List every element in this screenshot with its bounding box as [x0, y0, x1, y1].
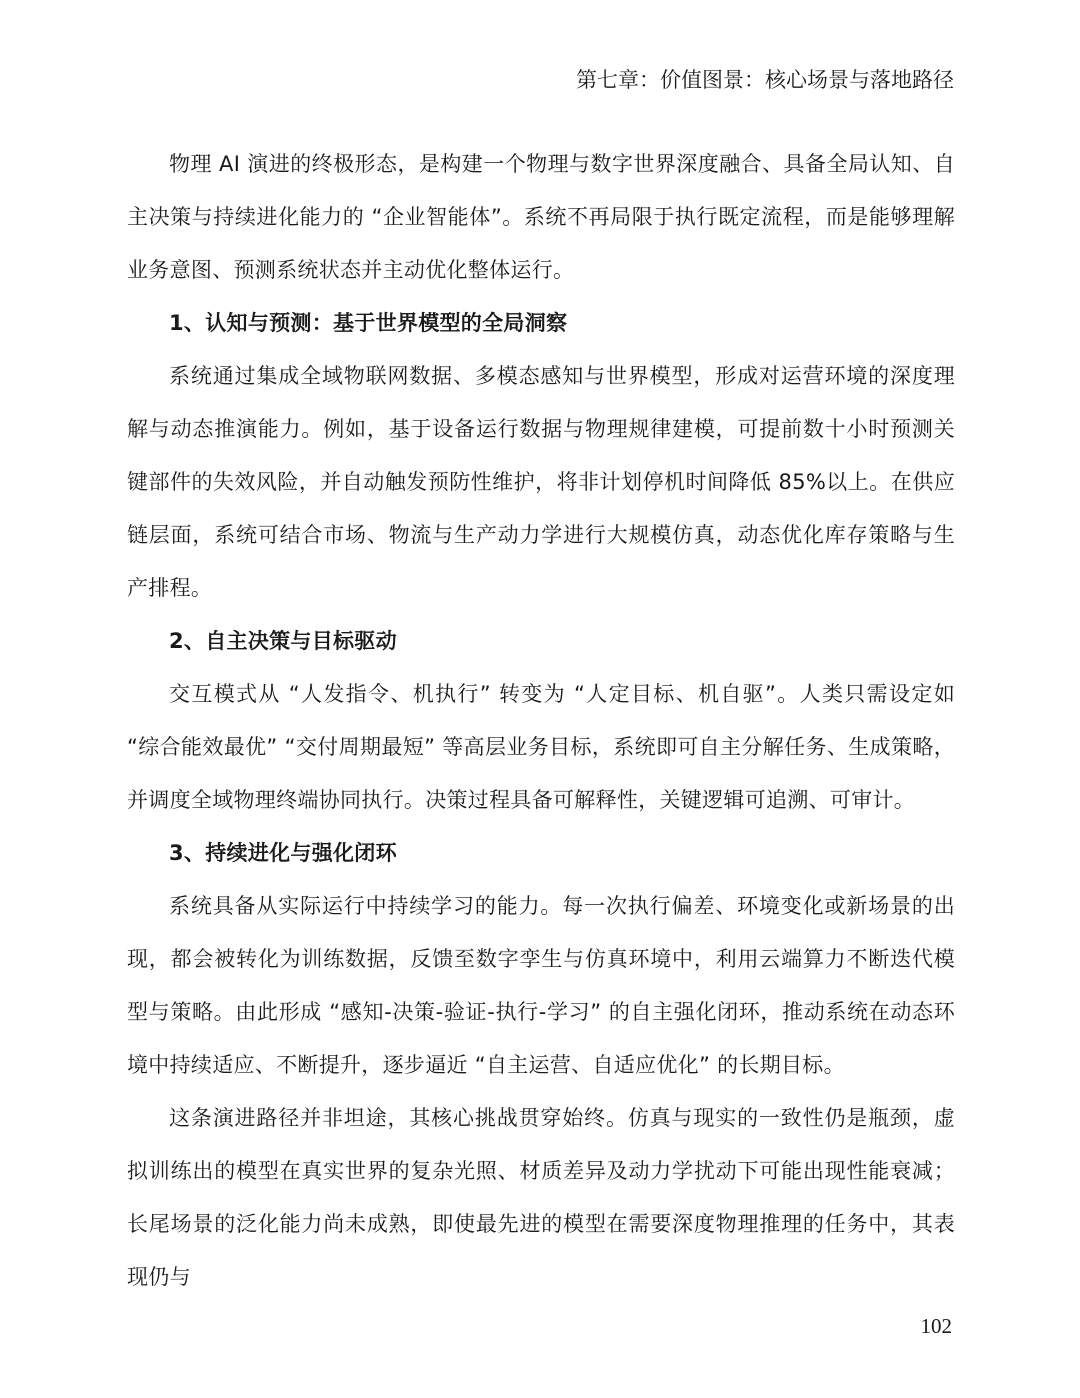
section-paragraph-2: 交互模式从 “人发指令、机执行” 转变为 “人定目标、机自驱”。人类只需设定如 “综合能效最优” “交付周期最短” 等高层业务目标，系统即可自主分解任务、生成策略，并调度全域物理终端协同执行。决策过程具备可解释性，关键逻辑可追溯、可审计。 [127, 682, 955, 812]
chapter-header: 第七章：价值图景：核心场景与落地路径 [576, 68, 954, 92]
section-heading-1: 1、认知与预测：基于世界模型的全局洞察 [169, 311, 568, 335]
section-paragraph-1: 系统通过集成全域物联网数据、多模态感知与世界模型，形成对运营环境的深度理解与动态推演能力。例如，基于设备运行数据与物理规律建模，可提前数十小时预测关键部件的失效风险，并自动触发预防性维护，将非计划停机时间降低 85%以上。在供应链层面，系统可结合市场、物流与生产动力学进行大规模仿真，动态优化库存策略与生产排程。 [127, 364, 955, 600]
page-number: 102 [920, 1314, 952, 1338]
page-body [127, 138, 955, 1304]
section-paragraph-3: 系统具备从实际运行中持续学习的能力。每一次执行偏差、环境变化或新场景的出现，都会被转化为训练数据，反馈至数字孪生与仿真环境中，利用云端算力不断迭代模型与策略。由此形成 “感知-决策-验证-执行-学习” 的自主强化闭环，推动系统在动态环境中持续适应、不断提升，逐步逼近 “自主运营、自适应优化” 的长期目标。 [127, 894, 955, 1077]
section-heading-3: 3、持续进化与强化闭环 [169, 841, 397, 865]
section-heading-2: 2、自主决策与目标驱动 [169, 629, 397, 653]
closing-paragraph: 这条演进路径并非坦途，其核心挑战贯穿始终。仿真与现实的一致性仍是瓶颈，虚拟训练出的模型在真实世界的复杂光照、材质差异及动力学扰动下可能出现性能衰减；长尾场景的泛化能力尚未成熟，即使最先进的模型在需要深度物理推理的任务中，其表现仍与 [127, 1106, 955, 1289]
intro-paragraph: 物理 AI 演进的终极形态，是构建一个物理与数字世界深度融合、具备全局认知、自主决策与持续进化能力的 “企业智能体”。系统不再局限于执行既定流程，而是能够理解业务意图、预测系统状态并主动优化整体运行。 [127, 152, 955, 282]
